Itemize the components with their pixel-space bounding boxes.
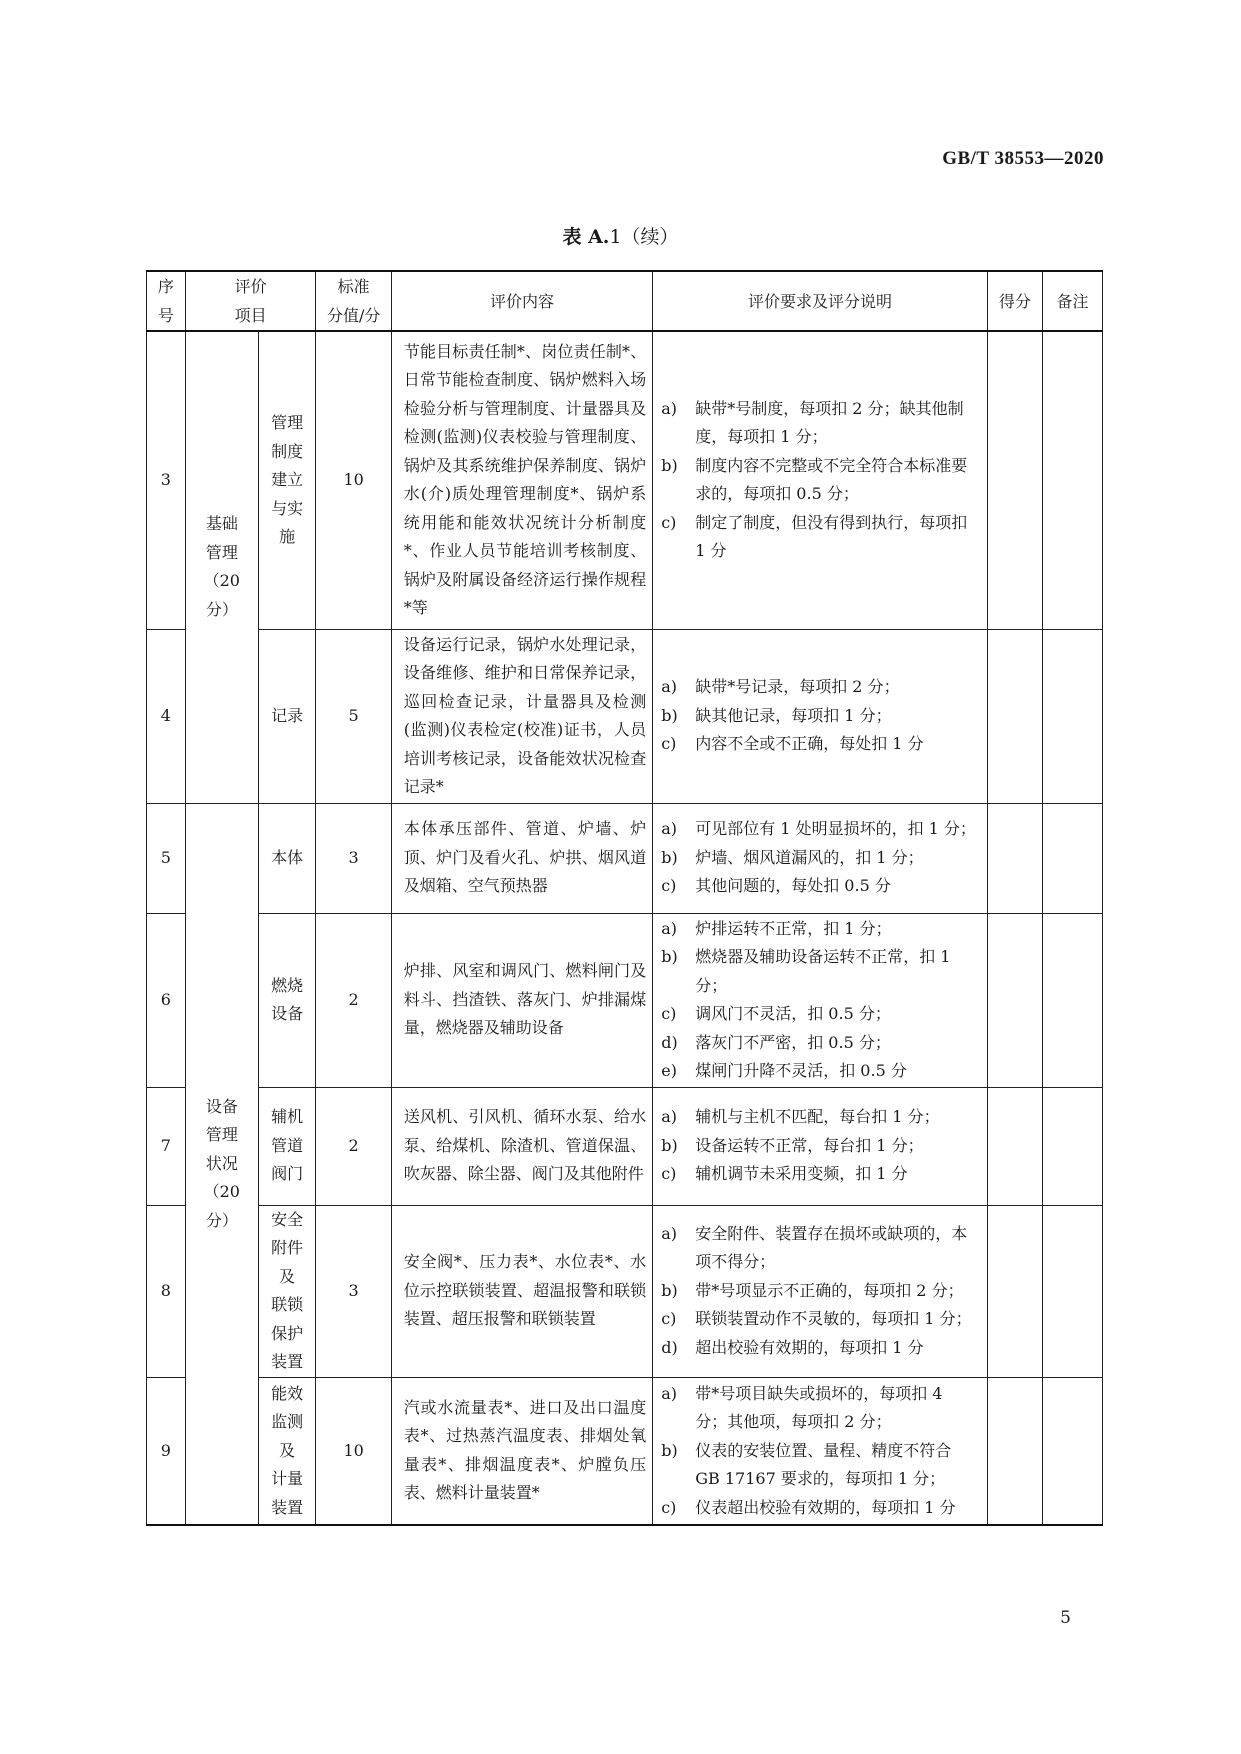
category-cell: 设备 管理 状况 （20 分）	[185, 803, 258, 1525]
got-score-cell[interactable]	[987, 331, 1042, 629]
requirement-marker: a)	[661, 1223, 677, 1243]
requirement-item	[661, 815, 979, 844]
requirement-marker: b)	[661, 947, 678, 966]
subitem-cell: 记录	[258, 629, 316, 803]
subitem-cell: 燃烧 设备	[258, 913, 316, 1087]
requirement-text: 炉排运转不正常，扣 1 分；	[695, 918, 892, 938]
got-score-cell[interactable]	[987, 913, 1042, 1087]
requirement-item	[661, 673, 979, 702]
table-row	[147, 803, 1103, 913]
subitem-cell: 管理 制度 建立 与实 施	[258, 331, 316, 629]
content-cell: 炉排、风室和调风门、燃料闸门及料斗、挡渣铁、落灰门、炉排漏煤量，燃烧器及辅助设备	[391, 913, 652, 1087]
content-cell: 本体承压部件、管道、炉墙、炉顶、炉门及看火孔、炉拱、烟风道及烟箱、空气预热器	[391, 803, 652, 913]
note-cell[interactable]	[1043, 331, 1103, 629]
subitem-cell: 本体	[258, 803, 316, 913]
table-row	[147, 913, 1103, 1087]
evaluation-table	[146, 270, 1103, 1526]
requirement-item	[661, 1029, 979, 1058]
requirement-item	[661, 1437, 979, 1494]
requirement-item	[661, 872, 979, 901]
requirement-item	[661, 1220, 979, 1277]
requirement-marker: a)	[661, 819, 677, 839]
requirement-marker: b)	[661, 1135, 678, 1155]
requirement-marker: b)	[661, 455, 678, 475]
requirement-item	[661, 844, 979, 873]
requirement-text: 超出校验有效期的，每项扣 1 分	[695, 1337, 924, 1357]
content-cell: 安全阀*、压力表*、水位表*、水位示控联锁装置、超温报警和联锁装置、超压报警和联锁装置	[391, 1205, 652, 1377]
col-content: 评价内容	[391, 271, 652, 331]
content-cell: 汽或水流量表*、进口及出口温度表*、过热蒸汽温度表、排烟处氧量表*、排烟温度表*、炉膛负压表、燃料计量装置*	[391, 1377, 652, 1525]
requirement-text: 制定了制度，但没有得到执行，每项扣 1 分	[695, 512, 968, 561]
requirement-text: 炉墙、烟风道漏风的，扣 1 分；	[695, 847, 924, 867]
content-cell: 设备运行记录，锅炉水处理记录，设备维修、维护和日常保养记录，巡回检查记录，计量器具及检测(监测)仪表检定(校准)证书，人员培训考核记录，设备能效状况检查记录*	[391, 629, 652, 803]
row-number: 4	[147, 629, 186, 803]
requirement-marker: c)	[661, 734, 677, 754]
note-cell[interactable]	[1043, 1205, 1103, 1377]
got-score-cell[interactable]	[987, 1377, 1042, 1525]
requirement-text: 带*号项目缺失或损坏的，每项扣 4 分；其他项，每项扣 2 分；	[695, 1383, 943, 1431]
requirement-item	[661, 1132, 979, 1161]
requirements-cell	[653, 629, 988, 803]
requirements-cell	[653, 913, 988, 1087]
caption-prefix: 表 A.	[562, 226, 610, 248]
table-row	[147, 331, 1103, 629]
requirement-text: 制度内容不完整或不完全符合本标准要求的，每项扣 0.5 分；	[695, 455, 968, 504]
requirement-item	[661, 395, 979, 452]
requirements-cell	[653, 331, 988, 629]
requirement-text: 辅机与主机不匹配，每台扣 1 分；	[695, 1107, 940, 1127]
col-item: 评价 项目	[185, 271, 316, 331]
row-number: 9	[147, 1377, 186, 1525]
table-row	[147, 1205, 1103, 1377]
requirement-item	[661, 1305, 979, 1334]
col-got: 得分	[987, 271, 1042, 331]
row-number: 3	[147, 331, 186, 629]
requirements-cell	[653, 1205, 988, 1377]
requirement-item	[661, 1160, 979, 1189]
table-row	[147, 629, 1103, 803]
requirement-item	[661, 1000, 979, 1029]
requirement-item	[661, 1380, 979, 1437]
subitem-cell: 辅机 管道 阀门	[258, 1087, 316, 1205]
table-caption	[0, 222, 1241, 249]
requirement-item	[661, 1334, 979, 1363]
subitem-cell: 安全 附件 及 联锁 保护 装置	[258, 1205, 316, 1377]
requirement-text: 内容不全或不正确，每处扣 1 分	[695, 734, 924, 754]
requirement-marker: a)	[661, 398, 677, 418]
col-note: 备注	[1043, 271, 1103, 331]
standard-number: GB/T 38553—2020	[942, 148, 1104, 169]
requirement-text: 落灰门不严密，扣 0.5 分；	[695, 1032, 891, 1052]
requirement-text: 设备运转不正常，每台扣 1 分；	[695, 1135, 924, 1155]
requirement-text: 其他问题的，每处扣 0.5 分	[695, 876, 891, 896]
requirement-item	[661, 1494, 979, 1523]
requirement-marker: c)	[661, 512, 677, 532]
score-cell: 3	[316, 803, 391, 913]
requirement-item	[661, 915, 979, 944]
requirement-text: 仪表超出校验有效期的，每项扣 1 分	[695, 1497, 956, 1517]
requirement-marker: a)	[661, 918, 677, 938]
requirement-marker: b)	[661, 1440, 678, 1460]
score-cell: 3	[316, 1205, 391, 1377]
note-cell[interactable]	[1043, 803, 1103, 913]
requirement-text: 带*号项显示不正确的，每项扣 2 分；	[695, 1280, 964, 1300]
note-cell[interactable]	[1043, 913, 1103, 1087]
requirement-marker: d)	[661, 1032, 678, 1052]
table-row	[147, 1377, 1103, 1525]
requirement-text: 缺带*号记录，每项扣 2 分；	[695, 677, 900, 697]
requirement-text: 辅机调节未采用变频，扣 1 分	[695, 1164, 908, 1184]
requirement-marker: a)	[661, 1107, 677, 1127]
requirement-marker: a)	[661, 677, 677, 697]
caption-suffix: 1（续）	[609, 226, 679, 248]
requirement-text: 调风门不灵活，扣 0.5 分；	[695, 1004, 891, 1023]
got-score-cell[interactable]	[987, 629, 1042, 803]
score-cell: 2	[316, 1087, 391, 1205]
got-score-cell[interactable]	[987, 1205, 1042, 1377]
score-cell: 10	[316, 1377, 391, 1525]
score-cell: 2	[316, 913, 391, 1087]
col-requirements: 评价要求及评分说明	[653, 271, 988, 331]
note-cell[interactable]	[1043, 629, 1103, 803]
requirement-text: 煤闸门升降不灵活，扣 0.5 分	[695, 1061, 907, 1080]
score-cell: 5	[316, 629, 391, 803]
note-cell[interactable]	[1043, 1087, 1103, 1205]
requirement-text: 仪表的安装位置、量程、精度不符合 GB 17167 要求的，每项扣 1 分；	[695, 1440, 952, 1488]
content-cell: 节能目标责任制*、岗位责任制*、日常节能检查制度、锅炉燃料入场检验分析与管理制度、计量器具及检测(监测)仪表校验与管理制度、锅炉及其系统维护保养制度、锅炉水(介)质处理管理制度*、锅炉系统用能和能效状况统计分析制度*、作业人员节能培训考核制度、锅炉及附属设备经济运行操作规程*等	[391, 331, 652, 629]
header-row	[147, 271, 1103, 331]
requirement-marker: b)	[661, 847, 678, 867]
requirement-marker: c)	[661, 876, 677, 896]
col-score: 标准 分值/分	[316, 271, 391, 331]
requirement-item	[661, 1103, 979, 1132]
page-number: 5	[1060, 1608, 1071, 1628]
row-number: 5	[147, 803, 186, 913]
requirements-cell	[653, 803, 988, 913]
got-score-cell[interactable]	[987, 1087, 1042, 1205]
requirement-marker: c)	[661, 1004, 677, 1023]
requirements-cell	[653, 1087, 988, 1205]
table-row	[147, 1087, 1103, 1205]
requirement-item	[661, 943, 979, 1000]
requirement-text: 燃烧器及辅助设备运转不正常，扣 1 分；	[695, 947, 951, 995]
category-cell: 基础 管理 （20 分）	[185, 331, 258, 803]
requirement-text: 联锁装置动作不灵敏的，每项扣 1 分；	[695, 1309, 972, 1329]
row-number: 8	[147, 1205, 186, 1377]
requirement-marker: c)	[661, 1164, 677, 1184]
requirement-item	[661, 702, 979, 731]
got-score-cell[interactable]	[987, 803, 1042, 913]
requirement-item	[661, 1057, 979, 1086]
requirement-text: 可见部位有 1 处明显损坏的，扣 1 分；	[695, 819, 976, 839]
requirement-text: 缺其他记录，每项扣 1 分；	[695, 705, 892, 725]
requirement-text: 安全附件、装置存在损坏或缺项的，本项不得分；	[695, 1223, 968, 1272]
subitem-cell: 能效 监测 及 计量 装置	[258, 1377, 316, 1525]
requirement-marker: c)	[661, 1309, 677, 1329]
requirement-text: 缺带*号制度，每项扣 2 分；缺其他制度，每项扣 1 分；	[695, 398, 964, 447]
score-cell: 10	[316, 331, 391, 629]
row-number: 6	[147, 913, 186, 1087]
note-cell[interactable]	[1043, 1377, 1103, 1525]
requirements-cell	[653, 1377, 988, 1525]
requirement-item	[661, 1277, 979, 1306]
requirement-item	[661, 452, 979, 509]
requirement-marker: c)	[661, 1497, 677, 1517]
col-no: 序 号	[147, 271, 186, 331]
content-cell: 送风机、引风机、循环水泵、给水泵、给煤机、除渣机、管道保温、吹灰器、除尘器、阀门及其他附件	[391, 1087, 652, 1205]
requirement-marker: e)	[661, 1061, 677, 1080]
requirement-marker: a)	[661, 1383, 677, 1403]
requirement-item	[661, 730, 979, 759]
requirement-marker: b)	[661, 1280, 678, 1300]
row-number: 7	[147, 1087, 186, 1205]
requirement-marker: b)	[661, 705, 678, 725]
requirement-item	[661, 509, 979, 566]
requirement-marker: d)	[661, 1337, 678, 1357]
